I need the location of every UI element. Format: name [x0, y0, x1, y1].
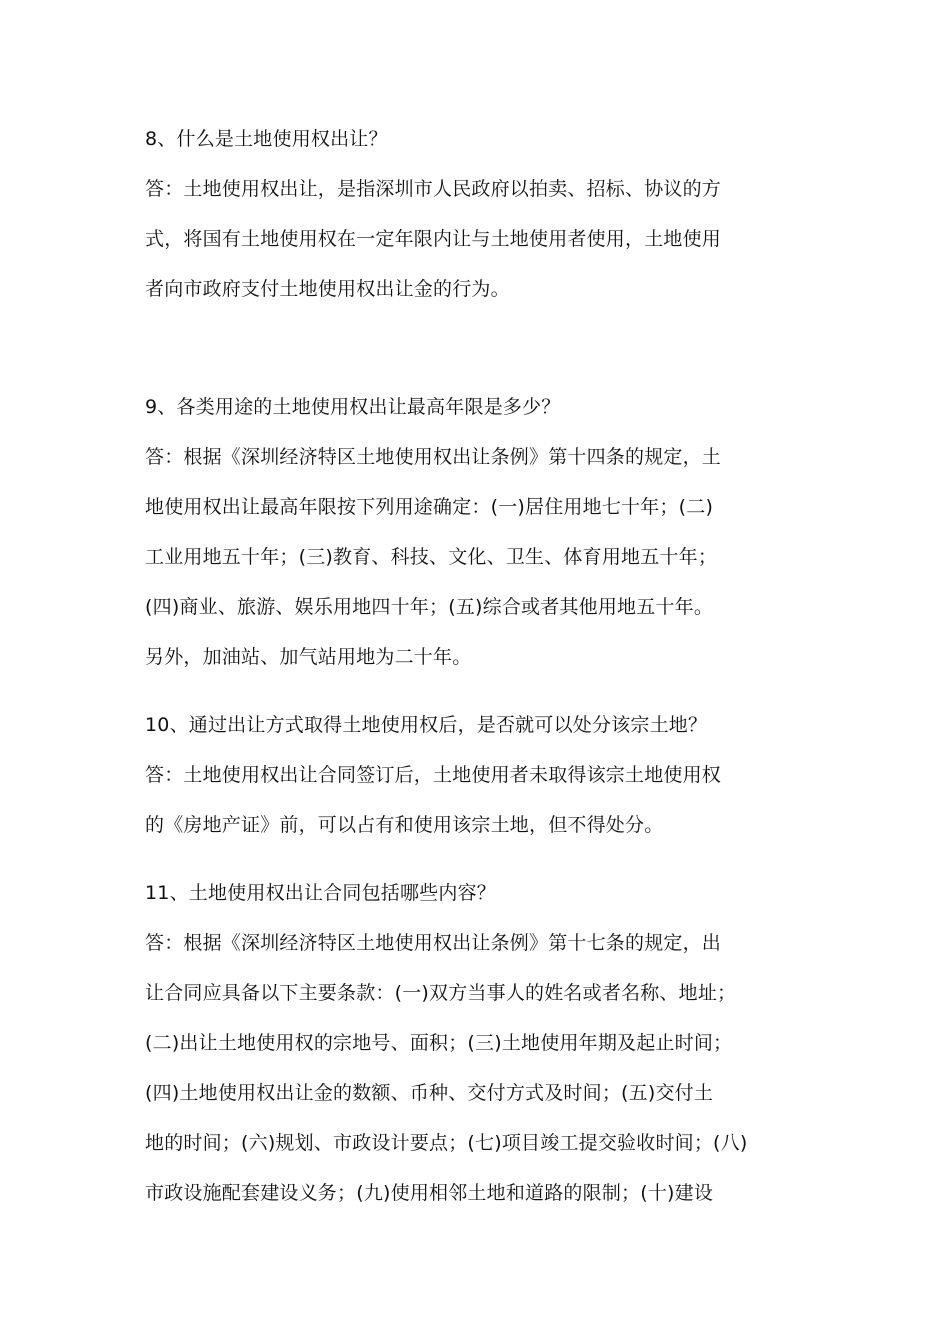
answer-9-line-3: 工业用地五十年；(三)教育、科技、文化、卫生、体育用地五十年； — [145, 546, 718, 568]
answer-11-line-4: (四)土地使用权出让金的数额、币种、交付方式及时间；(五)交付土 — [145, 1082, 714, 1104]
qa-section-9 — [145, 382, 815, 682]
answer-8-line-1: 答：土地使用权出让，是指深圳市人民政府以拍卖、招标、协议的方 — [145, 178, 722, 200]
answer-10-line-2: 的《房地产证》前，可以占有和使用该宗土地，但不得处分。 — [145, 814, 664, 836]
answer-9-line-5: 另外，加油站、加气站用地为二十年。 — [145, 646, 472, 668]
question-10: 10、通过出让方式取得土地使用权后，是否就可以处分该宗土地？ — [145, 714, 708, 736]
answer-9-line-4: (四)商业、旅游、娱乐用地四十年；(五)综合或者其他用地五十年。 — [145, 596, 714, 618]
question-9: 9、各类用途的土地使用权出让最高年限是多少？ — [145, 396, 561, 418]
answer-10-line-1: 答：土地使用权出让合同签订后，土地使用者未取得该宗土地使用权 — [145, 764, 722, 786]
answer-11-line-1: 答：根据《深圳经济特区土地使用权出让条例》第十七条的规定，出 — [145, 932, 722, 954]
answer-11-line-5: 地的时间；(六)规划、市政设计要点；(七)项目竣工提交验收时间；(八) — [145, 1132, 748, 1154]
answer-8-line-3: 者向市政府支付土地使用权出让金的行为。 — [145, 278, 510, 300]
qa-section-11 — [145, 868, 815, 1218]
qa-section-8 — [145, 114, 815, 314]
answer-9-line-1: 答：根据《深圳经济特区土地使用权出让条例》第十四条的规定，土 — [145, 446, 722, 468]
qa-section-10 — [145, 700, 815, 850]
answer-11-line-2: 让合同应具备以下主要条款：(一)双方当事人的姓名或者名称、地址； — [145, 982, 737, 1004]
answer-8-line-2: 式，将国有土地使用权在一定年限内让与土地使用者使用，土地使用 — [145, 228, 722, 250]
section-spacer — [145, 314, 815, 382]
section-spacer — [145, 682, 815, 700]
answer-11-line-3: (二)出让土地使用权的宗地号、面积；(三)土地使用年期及起止时间； — [145, 1032, 733, 1054]
question-11: 11、土地使用权出让合同包括哪些内容？ — [145, 882, 496, 904]
document-body — [145, 114, 815, 1218]
answer-9-line-2: 地使用权出让最高年限按下列用途确定：(一)居住用地七十年；(二) — [145, 496, 714, 518]
question-8: 8、什么是土地使用权出让？ — [145, 128, 388, 150]
answer-11-line-6: 市政设施配套建设义务；(九)使用相邻土地和道路的限制；(十)建设 — [145, 1182, 714, 1204]
section-spacer — [145, 850, 815, 868]
